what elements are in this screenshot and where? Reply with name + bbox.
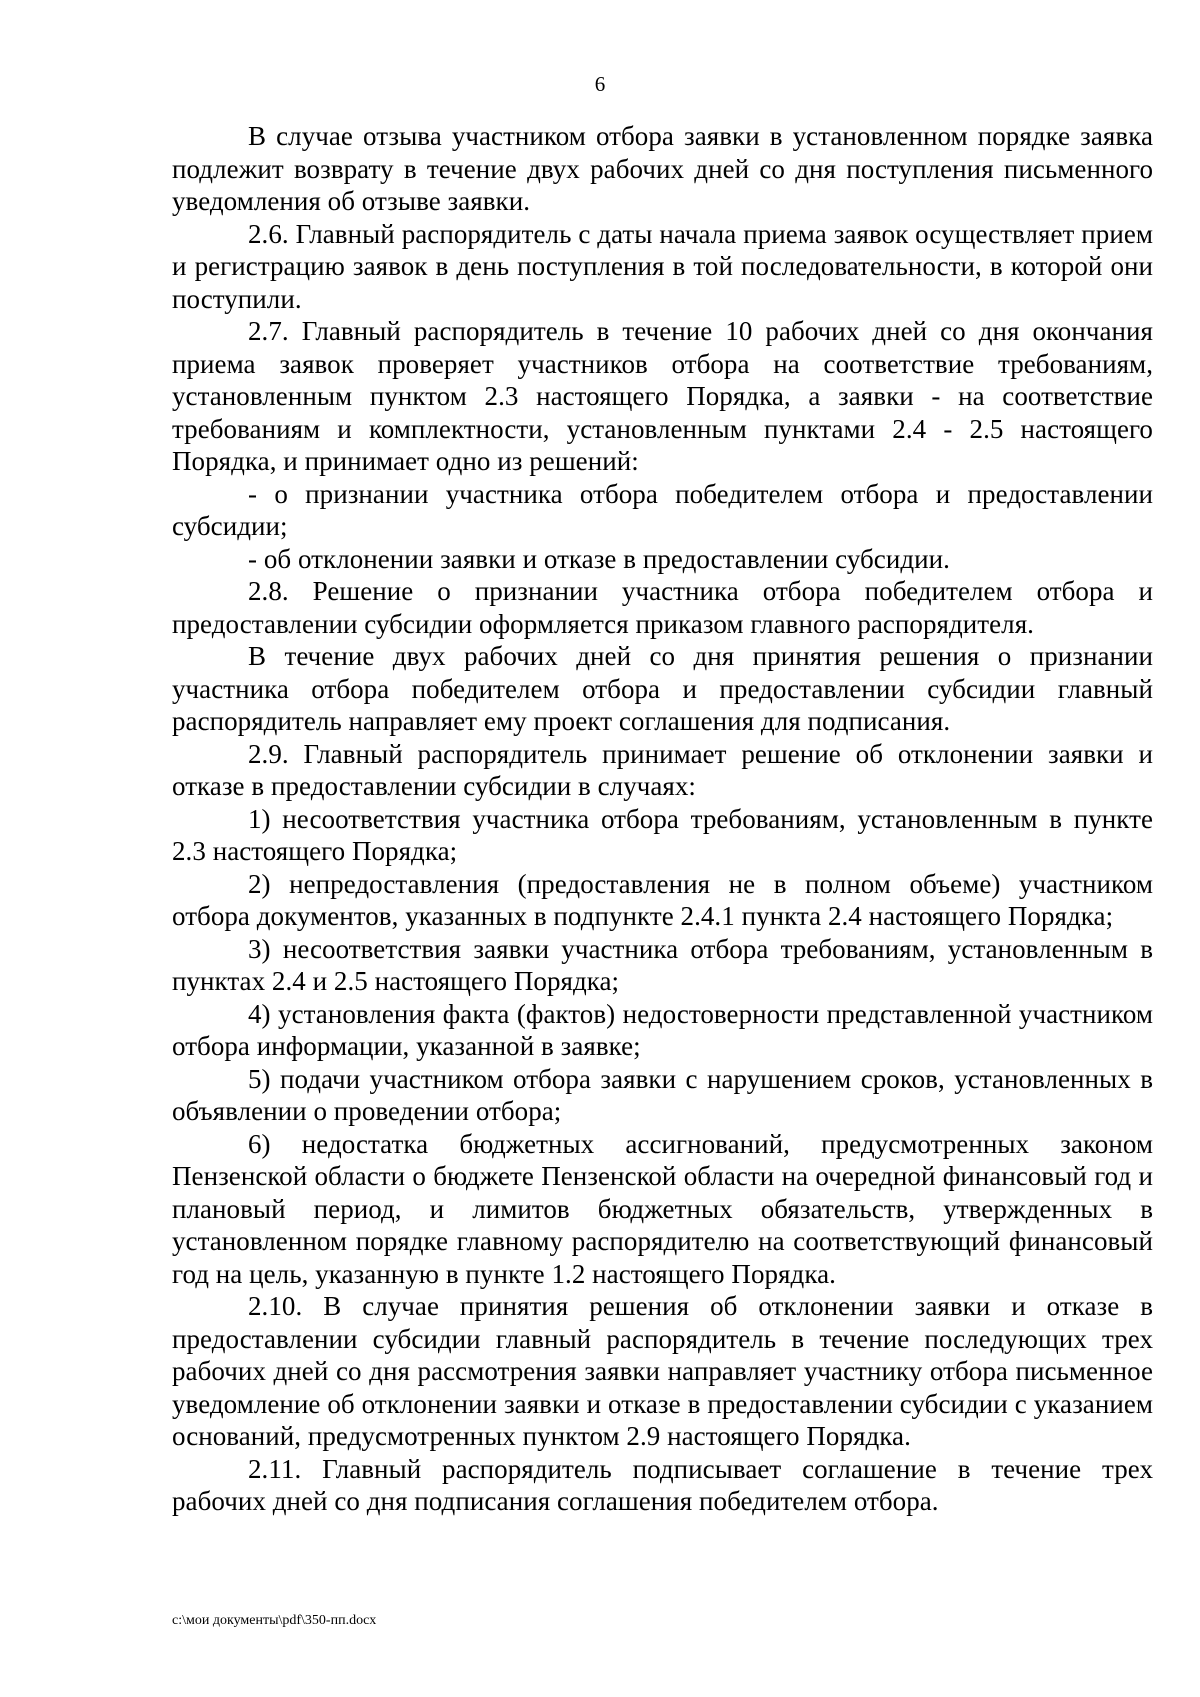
paragraph-2-9: 2.9. Главный распорядитель принимает решение об отклонении заявки и отказе в предоставлении субсидии в случаях: <box>172 738 1153 801</box>
rejection-case-6: 6) недостатка бюджетных ассигнований, предусмотренных законом Пензенской области о бюджете Пензенской области на очередной финансовый год и плановый период, и лимитов бюджетных обязательств, утвержденных в установленном порядке главному распорядителю на соответствующий финансовый год на цель, указанную в пункте 1.2 настоящего Порядка. <box>172 1128 1153 1289</box>
rejection-case-3: 3) несоответствия заявки участника отбора требованиям, установленным в пунктах 2.4 и 2.5 настоящего Порядка; <box>172 933 1153 996</box>
document-body <box>172 120 1153 1518</box>
page-number: 6 <box>594 72 606 96</box>
rejection-case-1: 1) несоответствия участника отбора требованиям, установленным в пункте 2.3 настоящего Порядка; <box>172 803 1153 866</box>
paragraph-2-7: 2.7. Главный распорядитель в течение 10 рабочих дней со дня окончания приема заявок проверяет участников отбора на соответствие требованиям, установленным пунктом 2.3 настоящего Порядка, а заявки - на соответствие требованиям и комплектности, установленным пунктами 2.4 - 2.5 настоящего Порядка, и принимает одно из решений: <box>172 316 1153 476</box>
paragraph-agreement-draft: В течение двух рабочих дней со дня принятия решения о признании участника отбора победителем отбора и предоставлении субсидии главный распорядитель направляет ему проект соглашения для подписания. <box>172 641 1153 736</box>
paragraph-2-6: 2.6. Главный распорядитель с даты начала приема заявок осуществляет прием и регистрацию заявок в день поступления в той последовательности, в которой они поступили. <box>172 218 1153 314</box>
footer-file-path: c:\мои документы\pdf\350-пп.docx <box>172 1613 377 1628</box>
paragraph-2-10: 2.10. В случае принятия решения об отклонении заявки и отказе в предоставлении субсидии главный распорядитель в течение последующих трех рабочих дней со дня рассмотрения заявки направляет участнику отбора письменное уведомление об отклонении заявки и отказе в предоставлении субсидии с указанием оснований, предусмотренных пунктом 2.9 настоящего Порядка. <box>172 1291 1153 1451</box>
paragraph-2-8: 2.8. Решение о признании участника отбора победителем отбора и предоставлении субсидии оформляется приказом главного распорядителя. <box>172 576 1153 639</box>
rejection-case-2: 2) непредоставления (предоставления не в полном объеме) участником отбора документов, указанных в подпункте 2.4.1 пункта 2.4 настоящего Порядка; <box>172 868 1153 931</box>
rejection-case-4: 4) установления факта (фактов) недостоверности представленной участником отбора информации, указанной в заявке; <box>172 998 1153 1061</box>
rejection-case-5: 5) подачи участником отбора заявки с нарушением сроков, установленных в объявлении о проведении отбора; <box>172 1063 1153 1126</box>
paragraph-withdrawal: В случае отзыва участником отбора заявки в установленном порядке заявка подлежит возврату в течение двух рабочих дней со дня поступления письменного уведомления об отзыве заявки. <box>172 121 1153 216</box>
decision-item-reject: - об отклонении заявки и отказе в предоставлении субсидии. <box>248 543 950 574</box>
paragraph-2-11: 2.11. Главный распорядитель подписывает соглашение в течение трех рабочих дней со дня подписания соглашения победителем отбора. <box>172 1453 1153 1516</box>
decision-item-approve: - о признании участника отбора победителем отбора и предоставлении субсидии; <box>172 478 1153 541</box>
